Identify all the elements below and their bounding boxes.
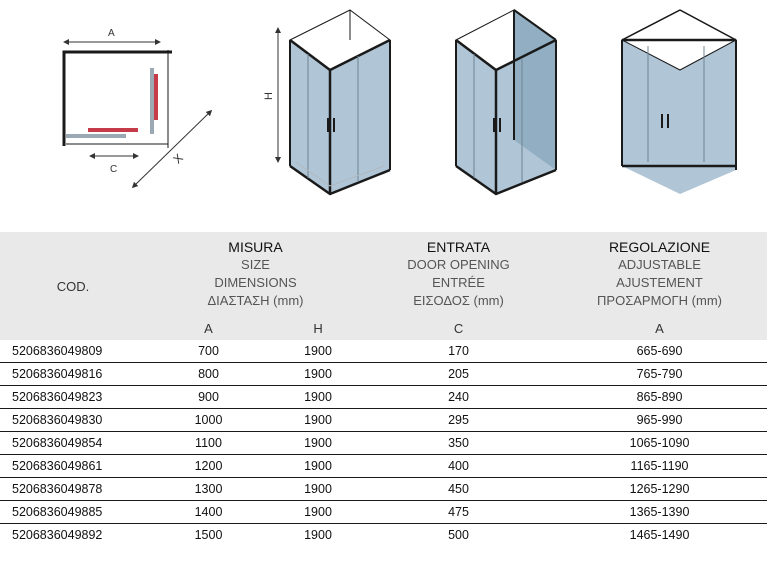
product-code: 5206836049854: [0, 432, 146, 455]
height-dimension: [263, 30, 278, 160]
size-a: 700: [146, 340, 271, 363]
product-diagrams: [0, 0, 767, 230]
shower-enclosure-side-wall: [456, 10, 556, 194]
adjustable-range: 1065-1090: [552, 432, 767, 455]
plan-label-c: C: [110, 164, 118, 175]
height-label-h: H: [263, 92, 275, 100]
adjustable-range: 765-790: [552, 363, 767, 386]
adjustable-header-gr: ΠΡΟΣΑΡΜΟΓΗ (mm): [597, 293, 722, 308]
door-opening: 170: [365, 340, 552, 363]
table-row: [0, 340, 767, 363]
size-a: 1400: [146, 501, 271, 524]
size-h: 1900: [304, 528, 332, 542]
door-opening: 450: [365, 478, 552, 501]
diagram-canvas: [0, 0, 767, 230]
subheader-size-h: H: [271, 316, 365, 340]
shower-enclosure-niche: [622, 10, 736, 194]
size-header-it: MISURA: [228, 239, 283, 255]
door-opening-header-gr: ΕΙΣΟΔΟΣ (mm): [413, 293, 504, 308]
door-opening: 400: [365, 455, 552, 478]
door-opening-group-header: [365, 232, 552, 316]
size-h: 1900: [271, 386, 365, 409]
table-row: [0, 386, 767, 409]
product-code: 5206836049885: [0, 501, 146, 524]
size-header-en: SIZE: [241, 257, 270, 272]
product-code: 5206836049830: [0, 409, 146, 432]
door-opening: 500: [448, 528, 469, 542]
size-h: 1900: [271, 478, 365, 501]
adjustable-range: 1465-1490: [629, 528, 690, 542]
adjustable-header-it: REGOLAZIONE: [608, 239, 711, 255]
adjustable-header-en: ADJUSTABLE: [618, 257, 701, 272]
size-h: 1900: [271, 363, 365, 386]
table-row: [0, 432, 767, 455]
table-row: [0, 478, 767, 501]
table-header-row: [0, 232, 767, 316]
product-code: 5206836049892: [12, 528, 103, 542]
adjustable-header-fr: AJUSTEMENT: [616, 275, 703, 290]
door-opening-header-fr: ENTRÉE: [432, 275, 485, 290]
adjustable-range: 1365-1390: [552, 501, 767, 524]
subheader-size-a: A: [146, 316, 271, 340]
plan-label-a: A: [108, 28, 115, 39]
adjustable-range: 1265-1290: [552, 478, 767, 501]
product-code: 5206836049861: [0, 455, 146, 478]
size-group-header: [146, 232, 365, 316]
size-a: 900: [146, 386, 271, 409]
size-h: 1900: [271, 501, 365, 524]
size-a: 1000: [146, 409, 271, 432]
size-header-gr: ΔΙΑΣΤΑΣΗ (mm): [207, 293, 304, 308]
table-row: [0, 363, 767, 386]
subheader-door-c: C: [365, 316, 552, 340]
subheader-adjust-a: A: [552, 316, 767, 340]
adjustable-range: 965-990: [552, 409, 767, 432]
shower-enclosure-corner: [290, 10, 390, 194]
size-a: 1100: [146, 432, 271, 455]
door-opening: 475: [365, 501, 552, 524]
product-code: 5206836049878: [0, 478, 146, 501]
adjustable-range: 1165-1190: [552, 455, 767, 478]
door-opening: 205: [365, 363, 552, 386]
size-a: 800: [146, 363, 271, 386]
table-row: [0, 501, 767, 524]
product-code: 5206836049816: [0, 363, 146, 386]
size-header-fr: DIMENSIONS: [214, 275, 297, 290]
table-row: [0, 524, 767, 547]
code-header: COD.: [0, 232, 146, 340]
adjustable-range: 865-890: [552, 386, 767, 409]
product-code: 5206836049823: [0, 386, 146, 409]
size-h: 1900: [271, 432, 365, 455]
size-a: 1200: [146, 455, 271, 478]
product-code: 5206836049809: [0, 340, 146, 363]
plan-view-diagram: [64, 28, 210, 186]
door-opening: 295: [365, 409, 552, 432]
size-h: 1900: [271, 409, 365, 432]
size-a: 1500: [194, 528, 223, 542]
plan-label-x: X: [170, 150, 186, 167]
door-opening-header-en: DOOR OPENING: [407, 257, 510, 272]
adjustable-group-header: [552, 232, 767, 316]
adjustable-range: 665-690: [552, 340, 767, 363]
size-h: 1900: [271, 340, 365, 363]
table-row: [0, 455, 767, 478]
door-opening: 350: [365, 432, 552, 455]
size-h: 1900: [271, 455, 365, 478]
size-a: 1300: [146, 478, 271, 501]
door-opening: 240: [365, 386, 552, 409]
table-row: [0, 409, 767, 432]
dimensions-table: [0, 232, 767, 546]
door-opening-header-it: ENTRATA: [426, 239, 491, 255]
